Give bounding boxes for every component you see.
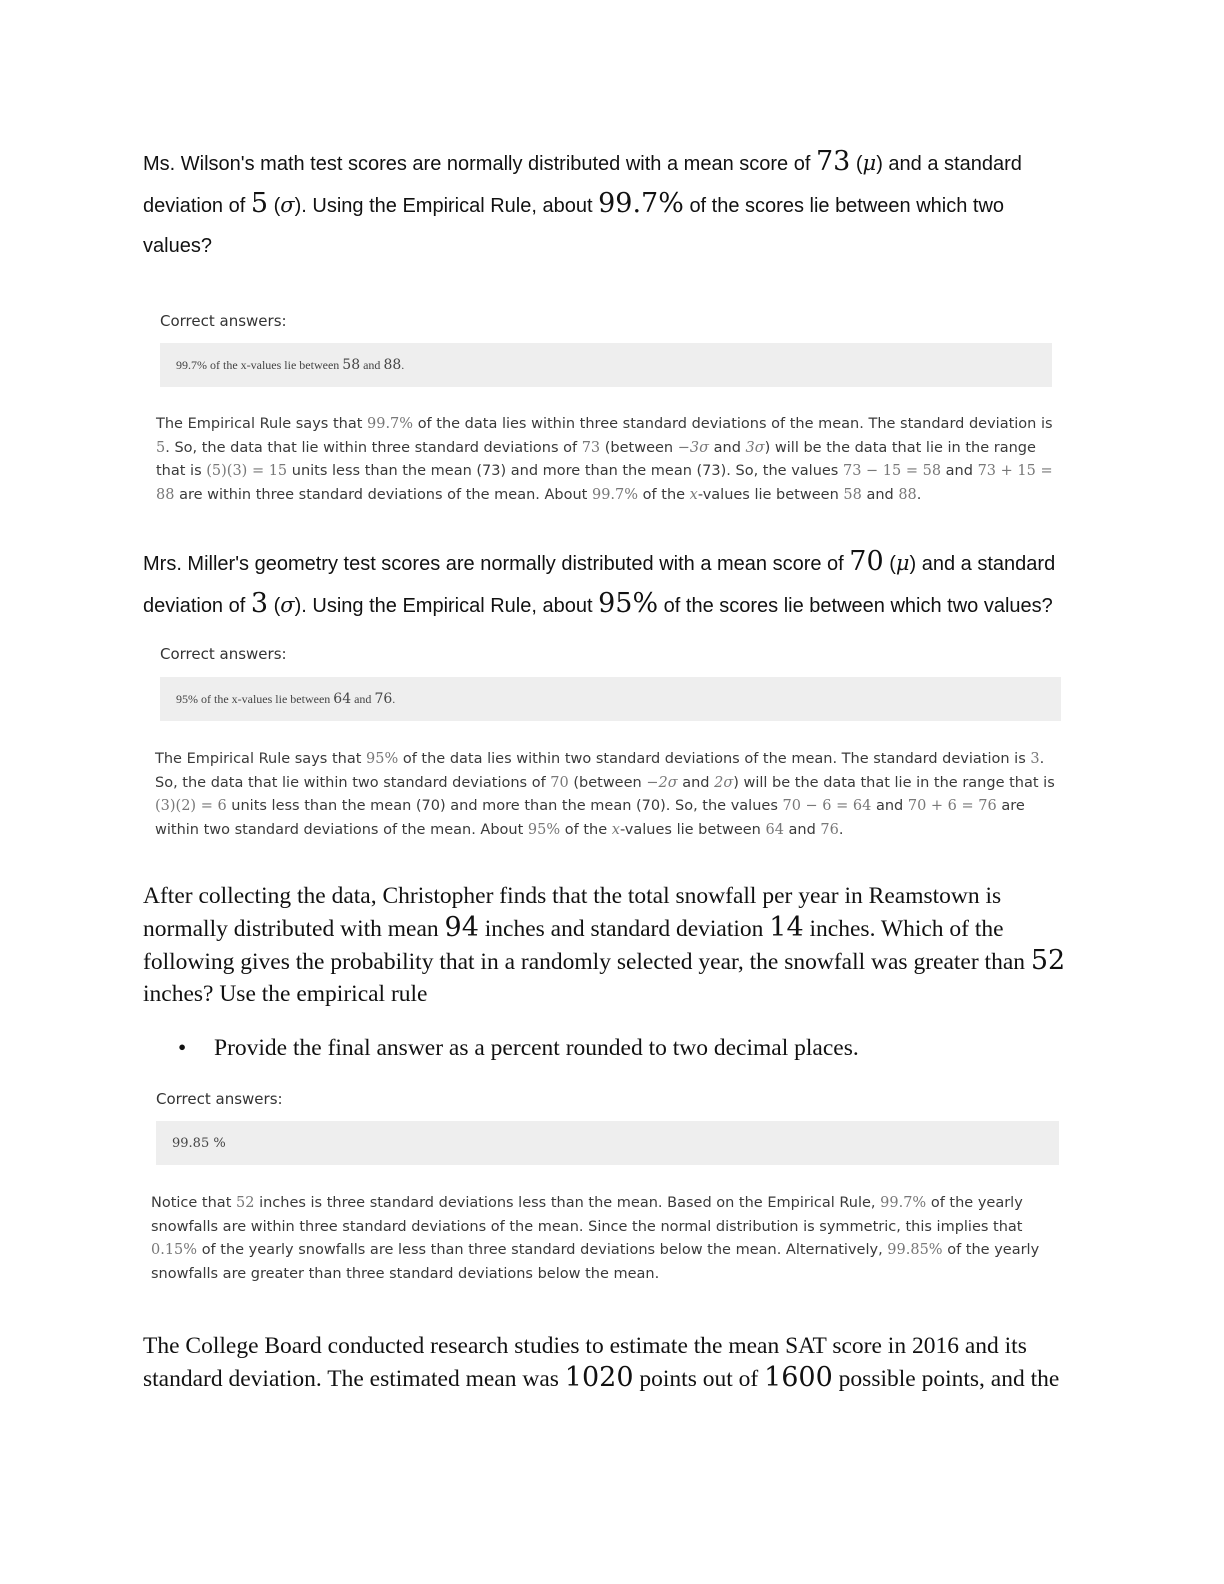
expl-math: 99.7% <box>880 1195 927 1211</box>
expl-math: x <box>611 821 620 838</box>
expl-math: 58 <box>843 486 862 503</box>
expl-math: 70 <box>550 774 569 791</box>
sd-value: 5 <box>250 188 269 219</box>
answer-box: 99.7% of the x-values lie between 58 and 88. <box>160 343 1052 387</box>
expl-text: and <box>713 439 741 456</box>
expl-math: 3 <box>1030 751 1040 767</box>
expl-text: of the data lies within two standard deviations of the mean. The standard deviation is <box>402 751 1026 767</box>
question-snowfall <box>143 880 1073 1010</box>
expl-text: and <box>682 774 710 791</box>
expl-text: . So, the data that lie within two standard deviations of <box>155 751 1045 791</box>
question-text: of the scores lie between which two values? <box>143 195 1005 257</box>
expl-text: The Empirical Rule says that <box>155 751 362 767</box>
explanation <box>155 748 1060 842</box>
expl-text: ) will be the data that lie in the range that is <box>733 774 1055 791</box>
mean-value: 73 <box>815 146 851 177</box>
expl-text: and <box>788 821 816 838</box>
expl-math: 76 <box>820 821 839 838</box>
expl-text: (between <box>604 439 674 456</box>
answer-value: 99.85 % <box>172 1136 226 1151</box>
sigma-symbol: σ <box>280 193 295 217</box>
percent-value: 95% <box>598 588 659 619</box>
expl-math: 73 <box>581 439 601 456</box>
expl-math: (5)(3) = 15 <box>206 463 288 479</box>
question-text: of the scores lie between which two values? <box>663 595 1053 617</box>
correct-answers-label: Correct answers: <box>160 645 287 663</box>
correct-answers-label: Correct answers: <box>160 312 287 330</box>
answer-box <box>156 1121 1059 1165</box>
correct-answers-label: Correct answers: <box>156 1090 283 1108</box>
expl-text: inches is three standard deviations less than the mean. Based on the Empirical Rule, <box>259 1195 876 1211</box>
answer-text: 99.7% of the x-values lie between <box>176 358 340 372</box>
sigma-symbol: σ <box>280 593 295 617</box>
expl-text: . <box>838 821 844 838</box>
expl-text: (between <box>573 774 642 791</box>
expl-math: 3σ <box>745 439 765 456</box>
answer-text: 95% of the x-values lie between <box>176 692 331 706</box>
expl-math: 73 + 15 = 88 <box>156 463 1053 503</box>
sd-value: 14 <box>769 912 804 943</box>
expl-math: 95% <box>527 821 561 838</box>
expl-text: and <box>866 486 894 503</box>
expl-math: 73 − 15 = 58 <box>842 463 942 479</box>
answer-lower: 64 <box>333 691 352 707</box>
expl-text: of the yearly snowfalls are greater than three standard deviations below the mean. <box>151 1242 1040 1282</box>
sd-value: 3 <box>250 588 269 619</box>
expl-math: 70 + 6 = 76 <box>907 798 997 814</box>
expl-math: 88 <box>898 486 917 503</box>
expl-text: -values lie between <box>619 821 761 838</box>
expl-math: −3σ <box>677 439 710 456</box>
expl-text: units less than the mean (73) and more than the mean (73). So, the values <box>291 463 839 479</box>
question-text: inches and standard deviation <box>484 916 764 942</box>
expl-math: 2σ <box>714 774 734 791</box>
answer-lower: 58 <box>342 357 361 373</box>
expl-text: -values lie between <box>697 486 839 503</box>
question-text: Mrs. Miller's geometry test scores are normally distributed with a mean score of <box>143 553 844 575</box>
explanation <box>151 1192 1063 1286</box>
question-text: . Using the Empirical Rule, about <box>301 595 593 617</box>
expl-text: . So, the data that lie within three standard deviations of <box>165 439 578 456</box>
answer-upper: 88 <box>383 357 402 373</box>
expl-text: are within two standard deviations of the mean. About <box>155 798 1025 838</box>
question-wilson: Ms. Wilson's math test scores are normally distributed with a mean score of 73 (μ) and a standard deviation of 5 (σ). Using the Empirical Rule, about 99.7% of the scores lie between which two values? <box>143 146 1022 257</box>
bullet-icon: • <box>178 1035 187 1061</box>
expl-text: of the yearly snowfalls are less than three standard deviations below the mean. Alternatively, <box>201 1242 883 1258</box>
answer-text: and <box>363 358 381 372</box>
expl-text: of the data lies within three standard deviations of the mean. The standard deviation is <box>417 416 1053 432</box>
question-text: inches? Use the empirical rule <box>143 981 428 1007</box>
explanation <box>156 413 1061 507</box>
mu-symbol: μ <box>895 551 910 575</box>
expl-text: of the yearly snowfalls are within three standard deviations of the mean. Since the normal distribution is symmetric, this implies that <box>151 1195 1023 1235</box>
mean-value: 94 <box>444 912 479 943</box>
expl-math: 64 <box>765 821 784 838</box>
instruction-bullet <box>178 1032 859 1064</box>
expl-text: and <box>875 798 904 814</box>
expl-text: . <box>916 486 922 503</box>
expl-math: 0.15% <box>151 1242 198 1258</box>
question-text: . Using the Empirical Rule, about <box>301 195 593 217</box>
expl-text: units less than the mean (70) and more than the mean (70). So, the values <box>231 798 778 814</box>
expl-math: x <box>689 486 698 503</box>
expl-text: The Empirical Rule says that <box>156 416 363 432</box>
mean-value: 70 <box>849 546 884 577</box>
expl-math: 70 − 6 = 64 <box>782 798 872 814</box>
answer-text: and <box>354 692 372 706</box>
expl-math: 5 <box>156 439 166 456</box>
percent-value: 99.7% <box>598 188 684 219</box>
question-text: inches. Which of the following gives the probability that in a randomly selected year, the snowfall was greater than <box>143 916 1025 975</box>
expl-text: and <box>945 463 973 479</box>
max-points-value: 1600 <box>764 1362 833 1393</box>
answer-box: 95% of the x-values lie between 64 and 76. <box>160 677 1061 721</box>
expl-text: of the <box>564 821 608 838</box>
expl-text: Notice that <box>151 1195 232 1211</box>
question-text: After collecting the data, Christopher finds that the total snowfall per year in Reamstown is normally distributed with mean <box>143 883 1002 942</box>
bullet-text: Provide the final answer as a percent rounded to two decimal places. <box>214 1035 859 1061</box>
expl-text: are within three standard deviations of the mean. About <box>179 486 588 503</box>
threshold-value: 52 <box>1030 945 1066 976</box>
expl-text: ) will be the data that lie in the range that is <box>156 439 1036 479</box>
mu-symbol: μ <box>862 151 877 175</box>
question-text: and a standard deviation of <box>143 153 1022 217</box>
question-sat <box>143 1330 1083 1395</box>
expl-math: 99.7% <box>367 416 414 432</box>
expl-math: −2σ <box>646 774 678 791</box>
question-text: and a standard deviation of <box>143 553 1056 617</box>
expl-math: 99.7% <box>591 486 639 503</box>
expl-math: 52 <box>236 1195 255 1211</box>
expl-text: of the <box>642 486 686 503</box>
expl-math: (3)(2) = 6 <box>155 798 227 814</box>
answer-upper: 76 <box>374 691 393 707</box>
expl-math: 99.85% <box>887 1242 943 1258</box>
expl-math: 95% <box>366 751 399 767</box>
question-text: points out of <box>639 1366 759 1392</box>
question-text: Ms. Wilson's math test scores are normally distributed with a mean score of <box>143 153 811 175</box>
question-text: possible points, and the <box>838 1366 1060 1392</box>
question-miller: Mrs. Miller's geometry test scores are normally distributed with a mean score of 70 (μ) and a standard deviation of 3 (σ). Using the Empirical Rule, about 95% of the scores lie between which two values? <box>143 546 1056 619</box>
mean-value: 1020 <box>564 1362 634 1393</box>
question-text: The College Board conducted research studies to estimate the mean SAT score in 2016 and its standard deviation. The estimated mean was <box>143 1333 1027 1392</box>
